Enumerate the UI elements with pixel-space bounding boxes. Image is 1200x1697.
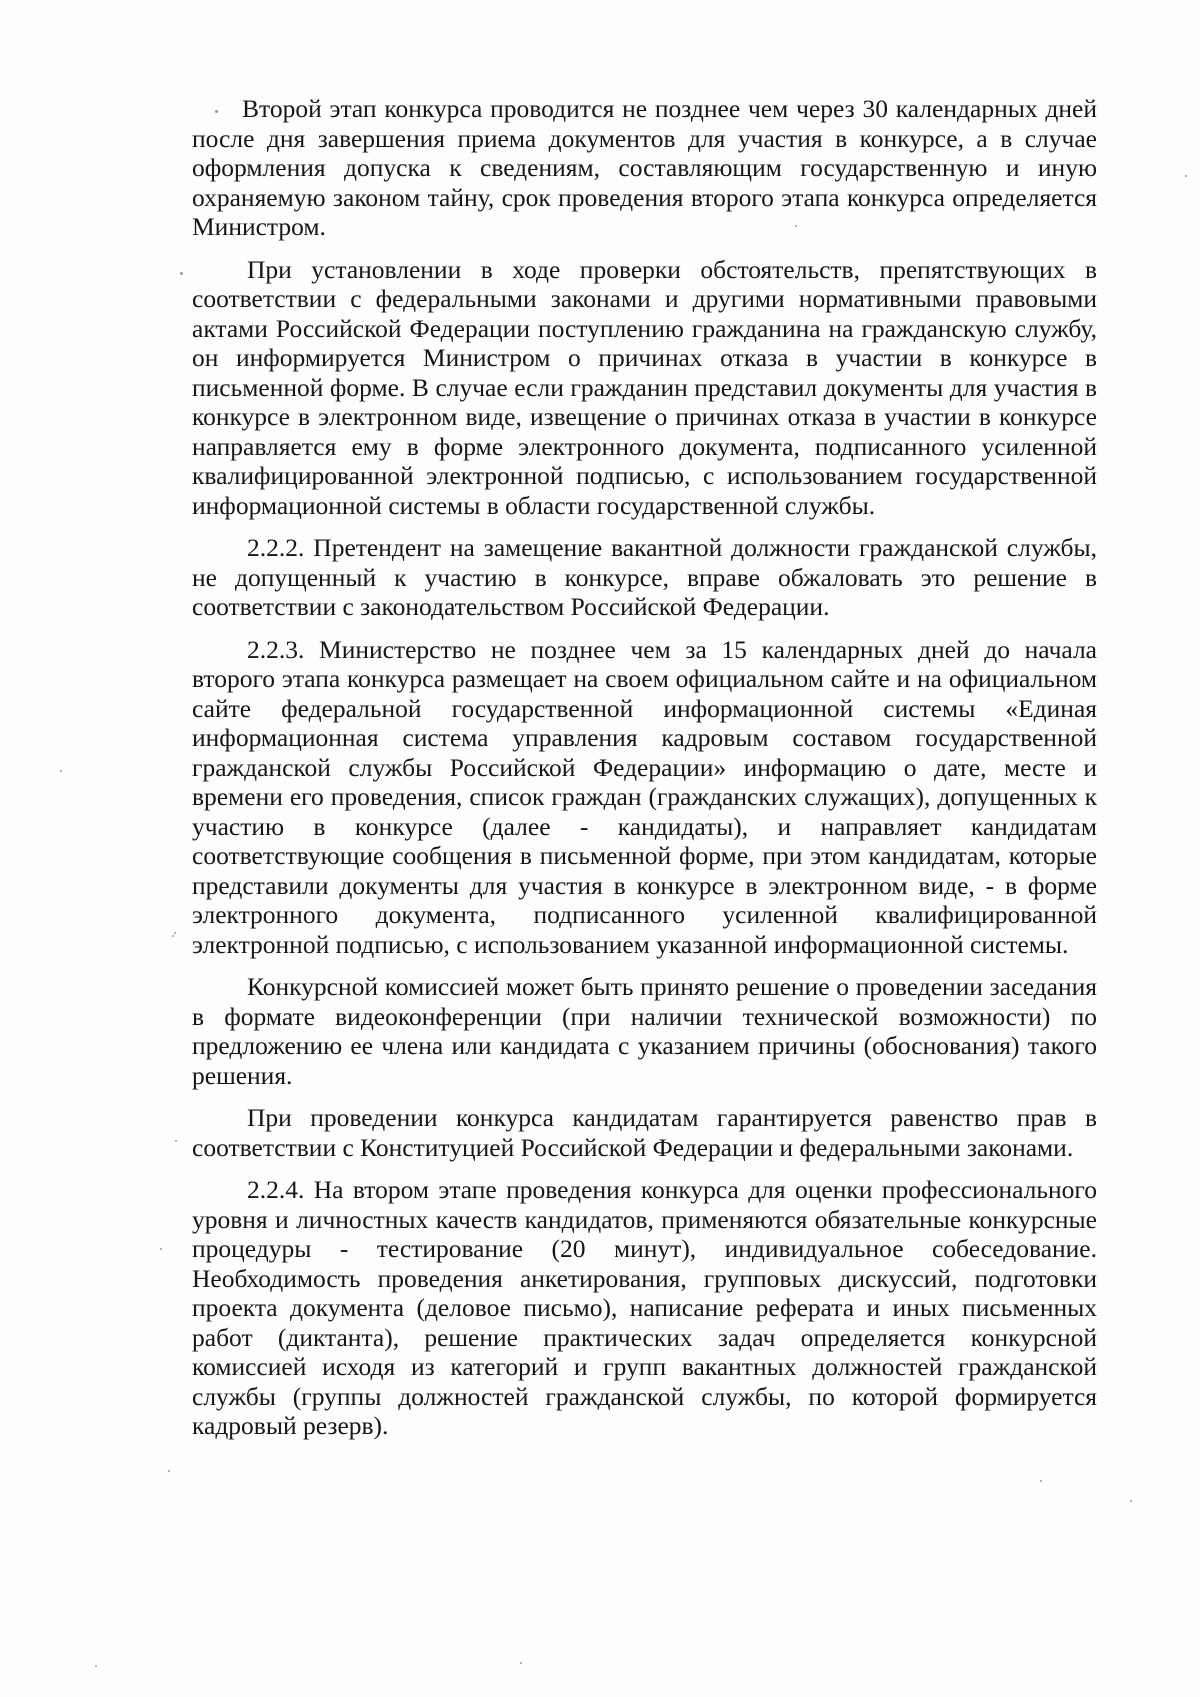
paragraph-refusal-notification: При установлении в ходе проверки обстоятельств, препятствующих в соответствии с федеральными законами и другими нормативными правовыми актами Российской Федерации поступлению гражданина на гражданскую службу, он информируется Министром о причинах отказа в участии в конкурсе в письменной форме. В случае если гражданин представил документы для участия в конкурсе в электронном виде, извещение о причинах отказа в участии в конкурсе направляется ему в форме электронного документа, подписанного усиленной квалифицированной электронной подписью, с использованием государственной информационной системы в области государственной службы.	[192, 254, 1097, 520]
scan-speck	[60, 770, 62, 772]
scan-speck	[1040, 1480, 1042, 1482]
paragraph-2-2-2-appeal: 2.2.2. Претендент на замещение вакантной должности гражданской службы, не допущенный к участию в конкурсе, вправе обжаловать это решение в соответствии с законодательством Российской Федерации.	[192, 533, 1097, 621]
document-body	[192, 94, 1097, 1441]
scan-speck	[1185, 175, 1187, 177]
paragraph-equal-rights: При проведении конкурса кандидатам гарантируется равенство прав в соответствии с Конституцией Российской Федерации и федеральными законами.	[192, 1103, 1097, 1162]
scan-speck	[520, 1662, 522, 1664]
paragraph-2-2-3-publication: 2.2.3. Министерство не позднее чем за 15 календарных дней до начала второго этапа конкурса размещает на своем официальном сайте и на официальном сайте федеральной государственной информационной системы «Единая информационная система управления кадровым составом государственной гражданской службы Российской Федерации» информацию о дате, месте и времени его проведения, список граждан (гражданских служащих), допущенных к участию в конкурсе (далее - кандидаты), и направляет кандидатам соответствующие сообщения в письменной форме, при этом кандидатам, которые представили документы для участия в конкурсе в электронном виде, - в форме электронного документа, подписанного усиленной квалифицированной электронной подписью, с использованием указанной информационной системы.	[192, 634, 1097, 959]
scan-speck	[174, 932, 176, 934]
scan-speck	[168, 1470, 170, 1472]
scan-speck	[1130, 1500, 1132, 1502]
scan-speck	[175, 1140, 177, 1142]
scan-speck	[95, 1665, 97, 1667]
scan-speck	[172, 935, 174, 937]
paragraph-2-2-4-procedures: 2.2.4. На втором этапе проведения конкурса для оценки профессионального уровня и личностных качеств кандидатов, применяются обязательные конкурсные процедуры - тестирование (20 минут), индивидуальное собеседование. Необходимость проведения анкетирования, групповых дискуссий, подготовки проекта документа (деловое письмо), написание реферата и иных письменных работ (диктанта), решение практических задач определяется конкурсной комиссией исходя из категорий и групп вакантных должностей гражданской службы (группы должностей гражданской службы, по которой формируется кадровый резерв).	[192, 1175, 1097, 1440]
paragraph-second-stage-timing: Второй этап конкурса проводится не позднее чем через 30 календарных дней после дня завершения приема документов для участия в конкурсе, а в случае оформления допуска к сведениям, составляющим государственную и иную охраняемую законом тайну, срок проведения второго этапа конкурса определяется Министром.	[192, 94, 1097, 241]
scan-speck	[180, 272, 183, 275]
scan-speck	[160, 1248, 162, 1250]
paragraph-videoconference: Конкурсной комиссией может быть принято решение о проведении заседания в формате видеоконференции (при наличии технической возможности) по предложению ее члена или кандидата с указанием причины (обоснования) такого решения.	[192, 972, 1097, 1090]
